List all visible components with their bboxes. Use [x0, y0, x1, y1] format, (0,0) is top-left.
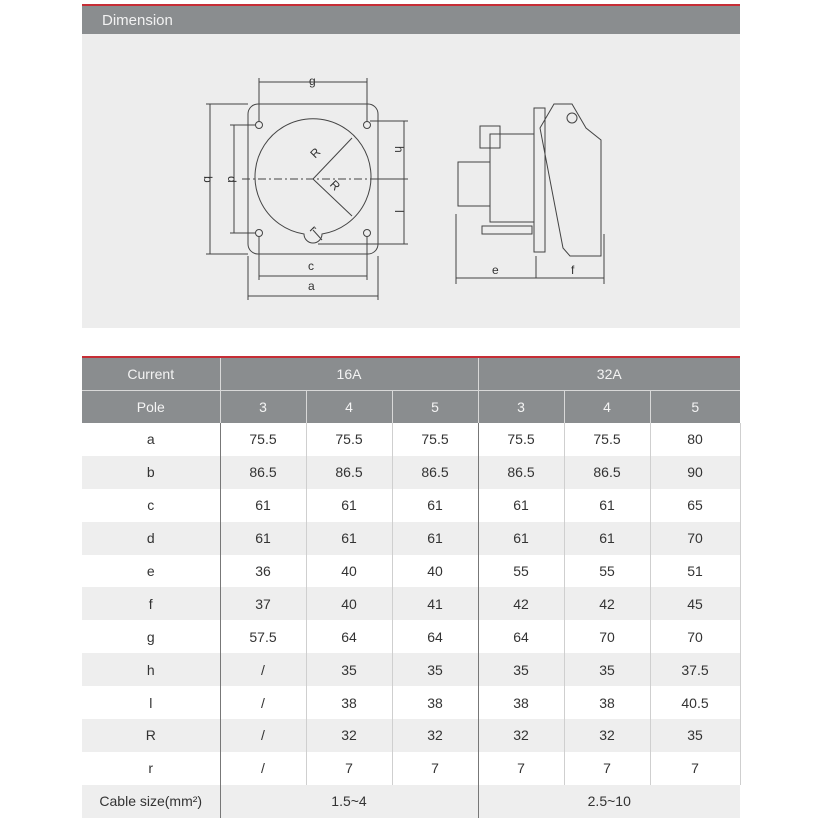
- table-cell: /: [220, 686, 306, 719]
- current-16a: 16A: [220, 357, 478, 391]
- table-cell: 51: [650, 555, 740, 588]
- table-cell: 38: [478, 686, 564, 719]
- pole-header: 4: [564, 391, 650, 424]
- cutout-outline: [255, 119, 371, 243]
- table-cell: 61: [478, 522, 564, 555]
- table-cell: 36: [220, 555, 306, 588]
- table-cell: 7: [306, 752, 392, 785]
- mount-hole: [256, 230, 263, 237]
- pole-header-row: [82, 391, 740, 424]
- table-cell: 65: [650, 489, 740, 522]
- current-label: Current: [82, 357, 220, 391]
- table-cell: 7: [392, 752, 478, 785]
- table-cell: 40: [306, 587, 392, 620]
- label-R: R: [307, 144, 324, 161]
- table-cell: 64: [392, 620, 478, 653]
- table-cell: 55: [478, 555, 564, 588]
- table-cell: 35: [564, 653, 650, 686]
- mount-hole: [364, 230, 371, 237]
- dimension-header: [82, 4, 740, 34]
- label-g: g: [309, 74, 316, 88]
- table-cell: 35: [650, 719, 740, 752]
- table-cell: 75.5: [392, 423, 478, 456]
- table-cell: 32: [478, 719, 564, 752]
- table-cell: 40: [306, 555, 392, 588]
- table-cell: 61: [220, 522, 306, 555]
- table-cell: 86.5: [306, 456, 392, 489]
- mount-hole: [364, 122, 371, 129]
- side-view: [456, 104, 604, 284]
- dimension-drawing: [82, 34, 740, 328]
- label-f: f: [571, 263, 575, 277]
- table-row: [82, 555, 740, 588]
- table-cell: 70: [650, 522, 740, 555]
- row-label: f: [82, 587, 220, 620]
- cable-size-label: Cable size(mm²): [82, 785, 220, 818]
- row-label: g: [82, 620, 220, 653]
- cable-size-row: [82, 785, 740, 818]
- label-c: c: [308, 259, 314, 273]
- row-label: a: [82, 423, 220, 456]
- table-cell: /: [220, 752, 306, 785]
- table-cell: 75.5: [564, 423, 650, 456]
- row-label: b: [82, 456, 220, 489]
- small-radius-line: [313, 230, 322, 240]
- table-cell: 57.5: [220, 620, 306, 653]
- table-cell: 61: [564, 522, 650, 555]
- table-cell: 64: [306, 620, 392, 653]
- table-cell: 7: [650, 752, 740, 785]
- label-a: a: [308, 279, 315, 293]
- table-row: [82, 456, 740, 489]
- lid-hinge-hole: [567, 113, 577, 123]
- label-l: l: [392, 210, 406, 213]
- table-cell: 42: [564, 587, 650, 620]
- table-cell: 45: [650, 587, 740, 620]
- current-32a: 32A: [478, 357, 740, 391]
- front-view: [201, 74, 408, 300]
- mount-hole: [256, 122, 263, 129]
- table-cell: 32: [306, 719, 392, 752]
- row-label: d: [82, 522, 220, 555]
- row-label: h: [82, 653, 220, 686]
- pole-header: 3: [478, 391, 564, 424]
- row-label: e: [82, 555, 220, 588]
- label-e: e: [492, 263, 499, 277]
- side-body: [540, 104, 601, 256]
- table-cell: 55: [564, 555, 650, 588]
- table-cell: 61: [392, 489, 478, 522]
- pole-header: 4: [306, 391, 392, 424]
- table-row: [82, 423, 740, 456]
- row-label: l: [82, 686, 220, 719]
- table-row: [82, 587, 740, 620]
- specification-table: [82, 356, 741, 818]
- table-cell: 38: [306, 686, 392, 719]
- table-cell: 61: [392, 522, 478, 555]
- pole-header: 5: [650, 391, 740, 424]
- table-row: [82, 653, 740, 686]
- label-d: d: [225, 176, 239, 183]
- table-cell: 38: [564, 686, 650, 719]
- table-cell: 40: [392, 555, 478, 588]
- table-cell: 90: [650, 456, 740, 489]
- table-cell: 61: [306, 489, 392, 522]
- cable-size-value: 1.5~4: [220, 785, 478, 818]
- table-cell: /: [220, 719, 306, 752]
- table-cell: 86.5: [564, 456, 650, 489]
- socket-body: [490, 134, 534, 222]
- table-cell: 70: [564, 620, 650, 653]
- table-cell: 86.5: [478, 456, 564, 489]
- table-cell: 42: [478, 587, 564, 620]
- table-cell: 75.5: [220, 423, 306, 456]
- pole-label: Pole: [82, 391, 220, 424]
- dimension-drawing-svg: [82, 34, 740, 328]
- row-label: r: [82, 752, 220, 785]
- table-cell: 64: [478, 620, 564, 653]
- side-view-labels: [492, 263, 575, 277]
- table-row: [82, 686, 740, 719]
- label-h: h: [392, 146, 406, 153]
- table-cell: 35: [392, 653, 478, 686]
- table-row: [82, 522, 740, 555]
- table-cell: 75.5: [306, 423, 392, 456]
- section-title: Dimension: [102, 12, 173, 29]
- table-cell: 40.5: [650, 686, 740, 719]
- table-cell: 61: [306, 522, 392, 555]
- table-cell: 80: [650, 423, 740, 456]
- pole-header: 3: [220, 391, 306, 424]
- table-cell: 61: [564, 489, 650, 522]
- table-cell: 61: [220, 489, 306, 522]
- label-r: r: [307, 222, 320, 236]
- row-label: R: [82, 719, 220, 752]
- table-cell: 86.5: [392, 456, 478, 489]
- label-R: R: [327, 177, 344, 194]
- table-cell: 75.5: [478, 423, 564, 456]
- table-cell: /: [220, 653, 306, 686]
- table-cell: 61: [478, 489, 564, 522]
- table-row: [82, 752, 740, 785]
- table-cell: 32: [564, 719, 650, 752]
- table-cell: 35: [478, 653, 564, 686]
- current-header-row: [82, 357, 740, 391]
- table-cell: 41: [392, 587, 478, 620]
- table-cell: 35: [306, 653, 392, 686]
- table-row: [82, 620, 740, 653]
- table-cell: 86.5: [220, 456, 306, 489]
- table-cell: 7: [564, 752, 650, 785]
- table-cell: 7: [478, 752, 564, 785]
- socket-cap: [458, 162, 490, 206]
- table-cell: 32: [392, 719, 478, 752]
- table-row: [82, 489, 740, 522]
- row-label: c: [82, 489, 220, 522]
- label-b: b: [201, 176, 215, 183]
- pole-header: 5: [392, 391, 478, 424]
- table-row: [82, 719, 740, 752]
- table-cell: 37: [220, 587, 306, 620]
- table-cell: 70: [650, 620, 740, 653]
- cable-size-value: 2.5~10: [478, 785, 740, 818]
- table-cell: 37.5: [650, 653, 740, 686]
- table-cell: 38: [392, 686, 478, 719]
- flange: [534, 108, 545, 252]
- socket-base: [482, 226, 532, 234]
